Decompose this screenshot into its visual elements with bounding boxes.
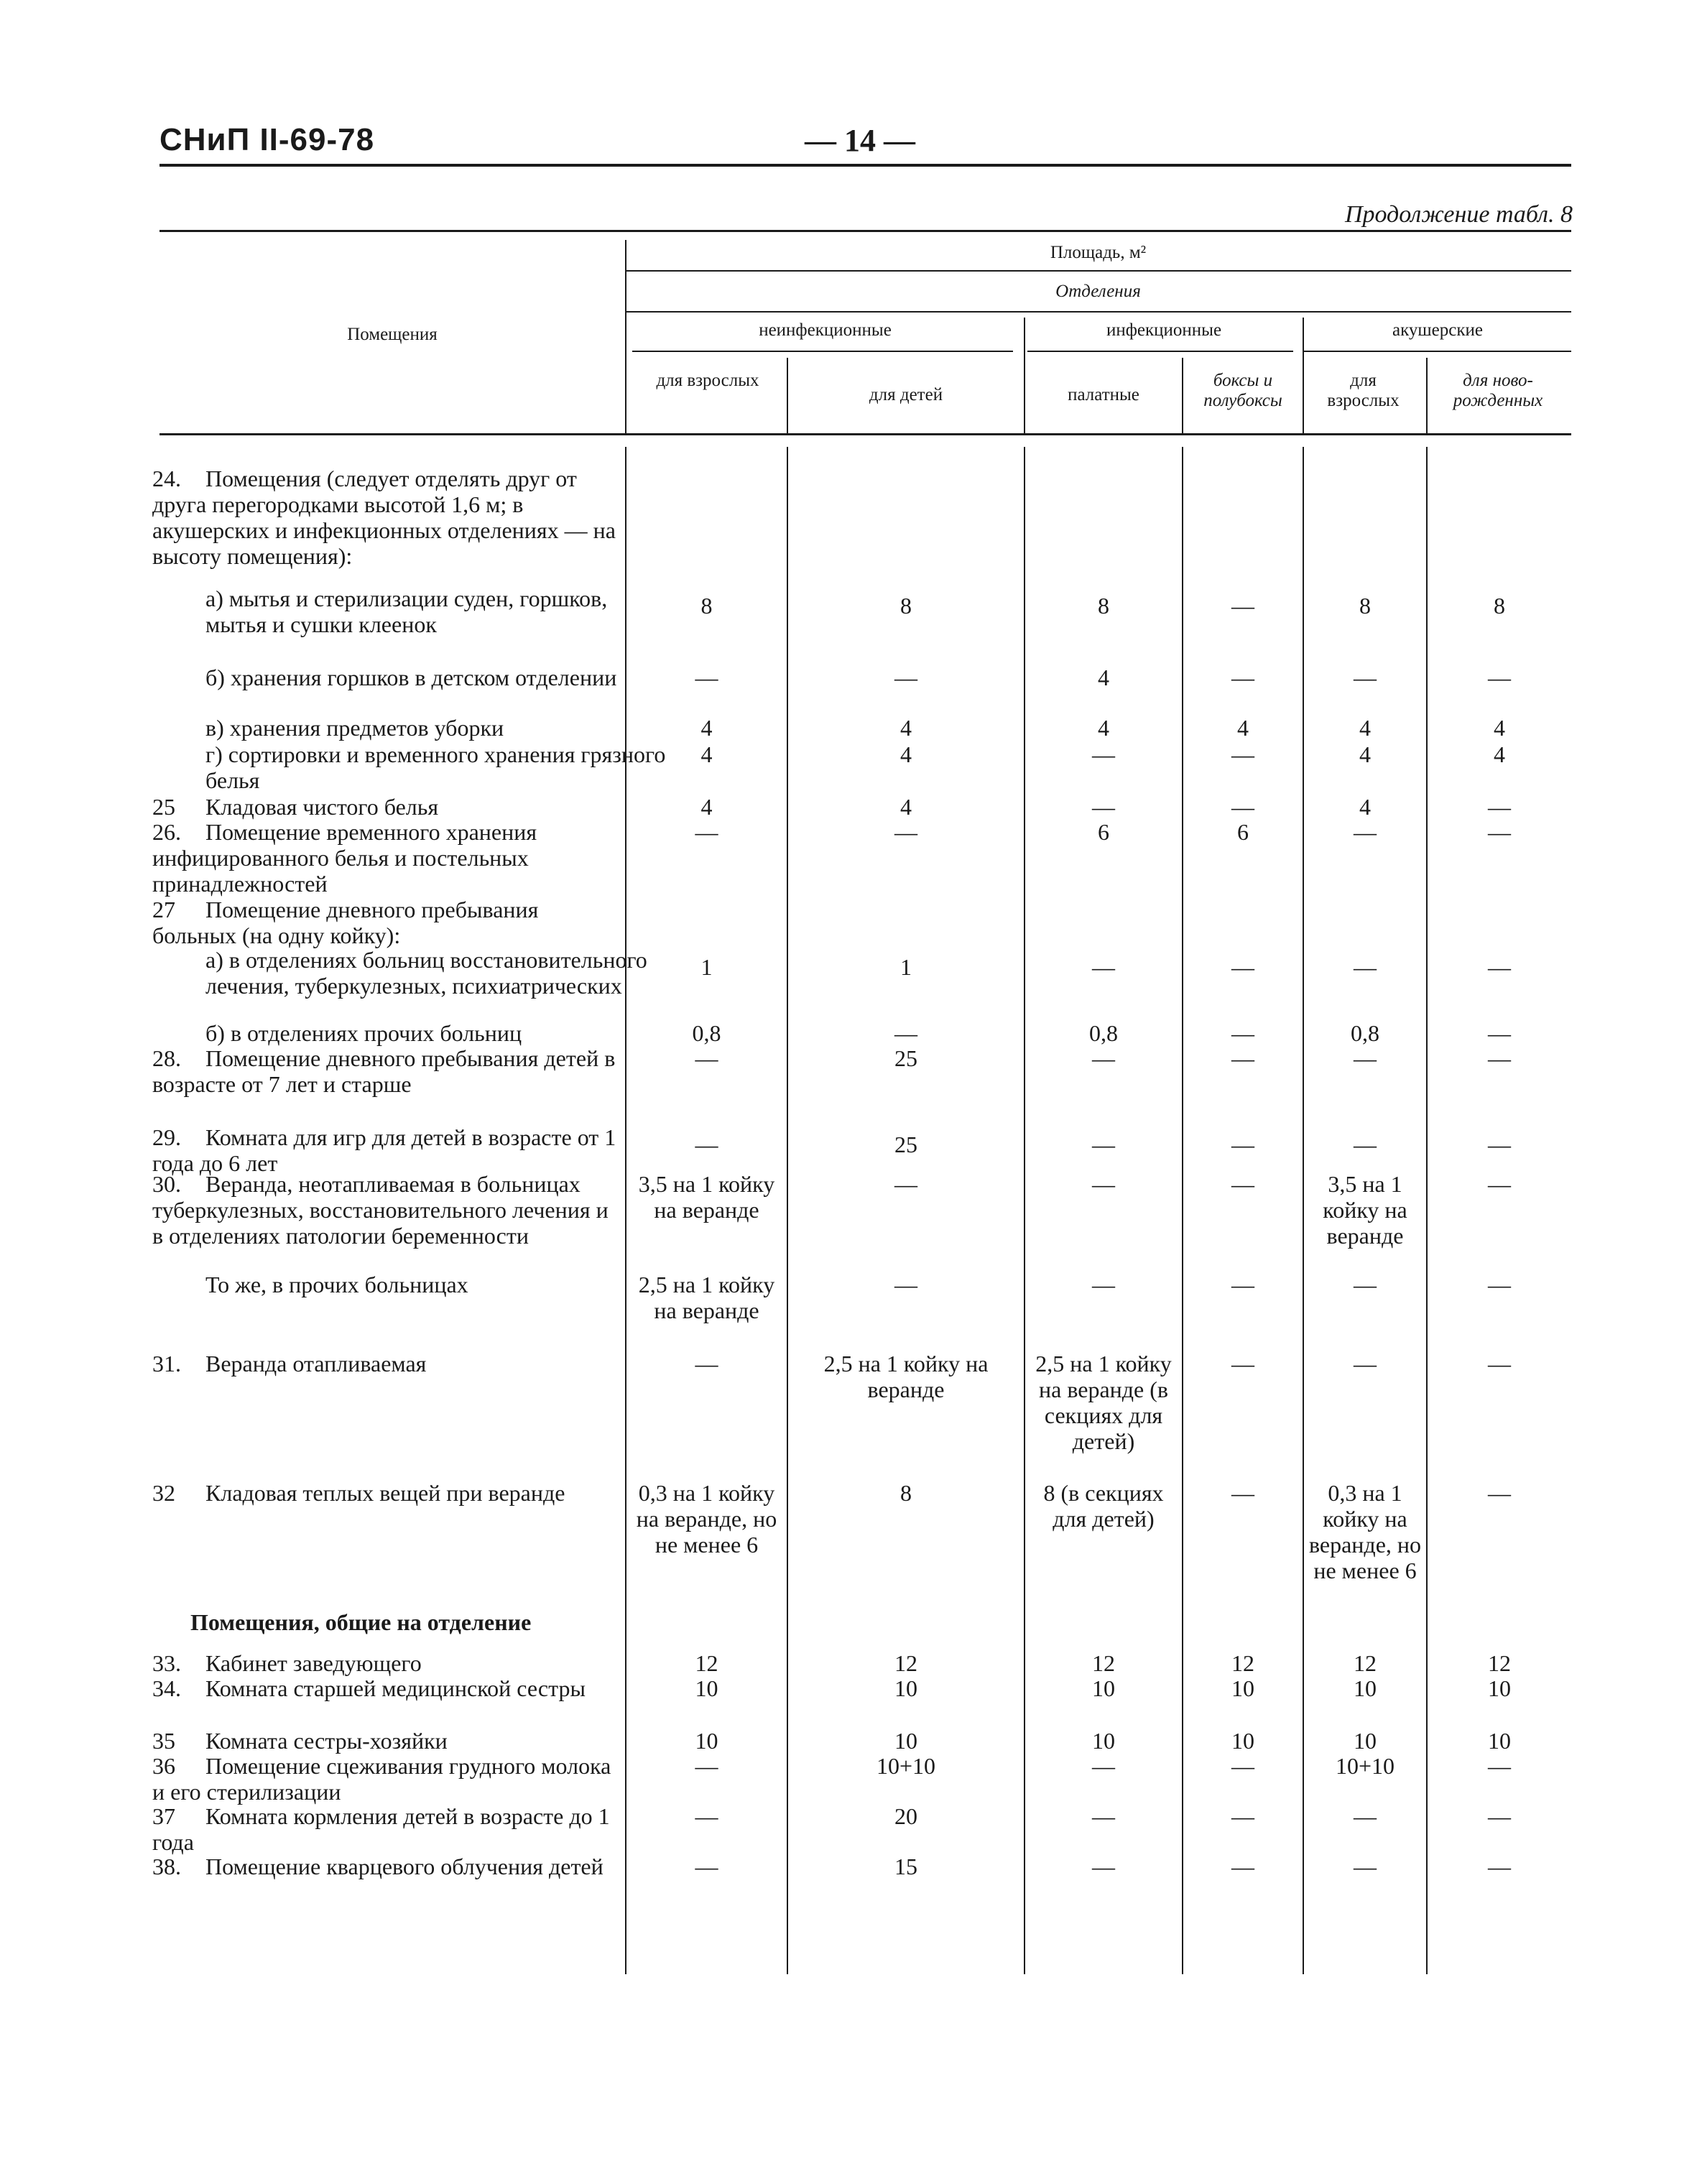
- table-cell: 2,5 на 1 койку на веранде (в секциях для детей): [1035, 1351, 1172, 1454]
- table-cell: —: [1488, 1854, 1511, 1879]
- table-cell: —: [1092, 1272, 1115, 1297]
- row-text: Помещение кварцевого облучения детей: [205, 1854, 603, 1879]
- table-cell: 15: [894, 1854, 917, 1879]
- table-cell: 2,5 на 1 койку на веранде: [823, 1351, 989, 1402]
- row-number: 35: [152, 1728, 175, 1754]
- table-cell: —: [894, 819, 917, 845]
- head-group-noninfectious: неинфекционные: [759, 320, 892, 340]
- table-cell: —: [1488, 1803, 1511, 1829]
- table-cell: —: [1231, 1045, 1254, 1071]
- table-cell: —: [1354, 665, 1377, 690]
- table-cell: —: [695, 1132, 718, 1157]
- table-cell: 2,5 на 1 койку на веранде: [638, 1272, 775, 1323]
- table-cell: —: [1231, 1272, 1254, 1297]
- row-number: 37: [152, 1803, 175, 1829]
- table-cell: —: [1354, 1132, 1377, 1157]
- table-cell: 4: [900, 794, 912, 820]
- row-label: [152, 741, 672, 793]
- table-cell: 25: [894, 1132, 917, 1157]
- row-label: [152, 715, 672, 741]
- table-cell: —: [894, 1171, 917, 1197]
- row-label: [152, 665, 672, 690]
- table-cell: 10: [695, 1728, 718, 1754]
- head-departments: Отделения: [1055, 282, 1141, 301]
- row-text: Помещение временного хранения инфицированного белья и постельных принадлежностей: [152, 819, 537, 897]
- table-cell: 4: [900, 715, 912, 741]
- head-col-boxes: боксы и полубоксы: [1203, 371, 1282, 410]
- table-top-rule: [159, 230, 1571, 232]
- row-text: б) хранения горшков в детском отделении: [205, 665, 617, 690]
- table-cell: 12: [894, 1650, 917, 1676]
- row-label: [152, 1272, 672, 1297]
- table-cell: —: [1092, 954, 1115, 980]
- table-cell: —: [1488, 1045, 1511, 1071]
- table-cell: —: [1231, 1753, 1254, 1779]
- row-label: [152, 1351, 619, 1376]
- row-label: [152, 1753, 619, 1805]
- table-cell: —: [1231, 1803, 1254, 1829]
- table-cell: —: [1092, 1854, 1115, 1879]
- section-heading-common: Помещения, общие на отделение: [190, 1609, 532, 1635]
- table-cell: 10+10: [1335, 1753, 1395, 1779]
- row-text: г) сортировки и временного хранения грязного белья: [205, 741, 666, 793]
- table-cell: —: [1354, 1272, 1377, 1297]
- row-text: Комната для игр для детей в возрасте от 1 года до 6 лет: [152, 1124, 616, 1176]
- head-bottom-rule: [159, 433, 1571, 435]
- table-cell: 1: [900, 954, 912, 980]
- table-cell: —: [695, 1854, 718, 1879]
- table-cell: 10: [1231, 1728, 1254, 1754]
- head-rule-groups-3: [1304, 351, 1571, 352]
- row-number: 34.: [152, 1675, 181, 1701]
- table-cell: 25: [894, 1045, 917, 1071]
- table-cell: —: [1231, 593, 1254, 619]
- head-rule-departments: [625, 311, 1571, 313]
- head-rule-groups-1: [632, 351, 1013, 352]
- table-cell: —: [695, 1351, 718, 1376]
- table-cell: 4: [700, 794, 713, 820]
- head-col-children: для детей: [869, 385, 943, 404]
- table-cell: —: [1488, 1272, 1511, 1297]
- table-cell: —: [1092, 1045, 1115, 1071]
- table-cell: 8: [700, 593, 713, 619]
- row-text: Кладовая чистого белья: [205, 794, 439, 820]
- row-label: [152, 1020, 672, 1046]
- row-label: [152, 794, 619, 820]
- row-number: 24.: [152, 466, 181, 491]
- row-label: [152, 1675, 619, 1701]
- table-cell: 10: [695, 1675, 718, 1701]
- table-cell: —: [1231, 1020, 1254, 1046]
- table-cell: 8: [1359, 593, 1371, 619]
- table-cell: 10: [1092, 1728, 1115, 1754]
- row-text: Комната кормления детей в возрасте до 1 года: [152, 1803, 610, 1855]
- row-label: [152, 897, 619, 948]
- table-cell: —: [695, 665, 718, 690]
- row-number: 28.: [152, 1045, 181, 1071]
- table-cell: —: [1354, 1803, 1377, 1829]
- header-rule: [159, 164, 1571, 167]
- table-cell: —: [695, 1045, 718, 1071]
- head-area: Площадь, м²: [1050, 243, 1147, 262]
- table-cell: 0,8: [1351, 1020, 1379, 1046]
- table-cell: 10: [1488, 1728, 1511, 1754]
- table-cell: —: [1231, 1480, 1254, 1506]
- table-cell: —: [1231, 954, 1254, 980]
- row-text: а) мытья и стерилизации суден, горшков, мытья и сушки клеенок: [205, 586, 608, 637]
- table-cell: —: [1354, 954, 1377, 980]
- row-label: [152, 1728, 619, 1754]
- table-cell: 12: [1488, 1650, 1511, 1676]
- table-cell: 10+10: [876, 1753, 936, 1779]
- row-text: Помещения (следует отделять друг от друга перегородками высотой 1,6 м; в акушерских и инфекционных отделениях — на высоту помещения):: [152, 466, 616, 569]
- row-text: б) в отделениях прочих больниц: [205, 1020, 522, 1046]
- row-label: [152, 1803, 619, 1855]
- row-text: Помещение дневного пребывания больных (на одну койку):: [152, 897, 539, 948]
- table-cell: —: [1092, 794, 1115, 820]
- table-cell: —: [894, 1272, 917, 1297]
- head-col-adults: для взрослых: [656, 371, 759, 390]
- head-vline-4: [1182, 358, 1183, 434]
- table-cell: 10: [894, 1728, 917, 1754]
- row-label: [152, 819, 619, 897]
- row-number: 38.: [152, 1854, 181, 1879]
- table-cell: 12: [1092, 1650, 1115, 1676]
- table-cell: 4: [900, 741, 912, 767]
- head-rule-groups-2: [1027, 351, 1293, 352]
- row-number: 29.: [152, 1124, 181, 1150]
- row-number: 25: [152, 794, 175, 820]
- table-cell: —: [1092, 1803, 1115, 1829]
- row-text: в) хранения предметов уборки: [205, 715, 504, 741]
- table-cell: —: [1488, 954, 1511, 980]
- head-col-ward: палатные: [1068, 385, 1139, 404]
- table-cell: 4: [1098, 665, 1109, 690]
- row-number: 30.: [152, 1171, 181, 1197]
- row-text: Помещение дневного пребывания детей в возрасте от 7 лет и старше: [152, 1045, 616, 1097]
- table-cell: —: [1488, 819, 1511, 845]
- table-cell: —: [1488, 1351, 1511, 1376]
- table-cell: 20: [894, 1803, 917, 1829]
- table-cell: 0,3 на 1 койку на веранде, но не менее 6: [1308, 1480, 1422, 1583]
- table-cell: 4: [1494, 715, 1505, 741]
- row-number: 26.: [152, 819, 181, 845]
- head-group-obstetric: акушерские: [1392, 320, 1483, 340]
- table-cell: —: [1488, 1171, 1511, 1197]
- head-vline-6: [1426, 358, 1428, 434]
- row-text: Комната сестры-хозяйки: [205, 1728, 448, 1754]
- table-cell: 6: [1237, 819, 1249, 845]
- table-cell: 10: [1092, 1675, 1115, 1701]
- table-cell: —: [695, 819, 718, 845]
- table-cell: —: [1488, 1020, 1511, 1046]
- table-cell: 4: [1359, 794, 1371, 820]
- row-number: 31.: [152, 1351, 181, 1376]
- table-cell: 4: [700, 715, 713, 741]
- table-cell: —: [1092, 741, 1115, 767]
- table-cell: 10: [1354, 1675, 1377, 1701]
- table-cell: —: [1231, 1171, 1254, 1197]
- table-cell: 0,8: [1089, 1020, 1118, 1046]
- row-number: 32: [152, 1480, 175, 1506]
- row-label: [152, 466, 619, 569]
- table-cell: 10: [1354, 1728, 1377, 1754]
- table-cell: —: [894, 1020, 917, 1046]
- table-cell: 8: [1098, 593, 1109, 619]
- table-cell: 12: [695, 1650, 718, 1676]
- row-text: Помещение сцеживания грудного молока и его стерилизации: [152, 1753, 611, 1805]
- row-text: То же, в прочих больницах: [205, 1272, 468, 1297]
- table-cell: 1: [700, 954, 713, 980]
- row-text: Кабинет заведующего: [205, 1650, 422, 1676]
- table-cell: 4: [1359, 741, 1371, 767]
- table-cell: 4: [1359, 715, 1371, 741]
- head-col-obst-adults: для взрослых: [1327, 371, 1400, 410]
- row-number: 36: [152, 1753, 175, 1779]
- table-cell: 4: [1494, 741, 1505, 767]
- table-cell: 12: [1354, 1650, 1377, 1676]
- table-cell: —: [1354, 1045, 1377, 1071]
- table-cell: 8: [1494, 593, 1505, 619]
- table-cell: —: [1092, 1171, 1115, 1197]
- row-label: [152, 1124, 619, 1176]
- table-cell: —: [1092, 1132, 1115, 1157]
- row-label: [152, 1480, 619, 1506]
- table-cell: 0,8: [692, 1020, 721, 1046]
- table-cell: —: [1488, 1753, 1511, 1779]
- table-cell: —: [1092, 1753, 1115, 1779]
- table-cell: —: [1231, 1132, 1254, 1157]
- table-cell: —: [695, 1753, 718, 1779]
- table-cell: —: [1354, 819, 1377, 845]
- table-cell: —: [1231, 665, 1254, 690]
- page-number: — 14 —: [805, 123, 915, 158]
- table-cell: —: [1488, 1480, 1511, 1506]
- table-cell: 3,5 на 1 койку на веранде: [1323, 1171, 1407, 1249]
- table-cell: 4: [700, 741, 713, 767]
- document-code: СНиП II-69-78: [159, 122, 375, 157]
- table-cell: —: [1231, 1351, 1254, 1376]
- row-label: [152, 947, 672, 999]
- head-col-newborns: для ново-рожденных: [1453, 371, 1543, 410]
- table-cell: 8: [900, 1480, 912, 1506]
- table-cell: —: [1354, 1351, 1377, 1376]
- table-cell: 0,3 на 1 койку на веранде, но не менее 6: [636, 1480, 777, 1558]
- table-cell: —: [1488, 665, 1511, 690]
- row-text: Кладовая теплых вещей при веранде: [205, 1480, 565, 1506]
- table-cell: 10: [1488, 1675, 1511, 1701]
- row-number: 27: [152, 897, 175, 922]
- table-cell: 6: [1098, 819, 1109, 845]
- table-cell: 10: [894, 1675, 917, 1701]
- table-cell: —: [1231, 741, 1254, 767]
- table-cell: 3,5 на 1 койку на веранде: [638, 1171, 775, 1223]
- table-cell: —: [1231, 794, 1254, 820]
- table-cell: 12: [1231, 1650, 1254, 1676]
- head-rule-area: [625, 270, 1571, 272]
- table-cell: —: [695, 1803, 718, 1829]
- table-cell: 4: [1237, 715, 1249, 741]
- table-cell: —: [1354, 1854, 1377, 1879]
- table-cell: 8 (в секциях для детей): [1043, 1480, 1164, 1532]
- row-label: [152, 586, 672, 637]
- row-label: [152, 1854, 619, 1879]
- head-rooms: Помещения: [347, 325, 438, 344]
- row-label: [152, 1045, 619, 1097]
- table-cell: —: [1488, 1132, 1511, 1157]
- row-text: Веранда, неотапливаемая в больницах туберкулезных, восстановительного лечения и в отделениях патологии беременности: [152, 1171, 609, 1249]
- row-text: Комната старшей медицинской сестры: [205, 1675, 586, 1701]
- row-number: 33.: [152, 1650, 181, 1676]
- table-cell: 8: [900, 593, 912, 619]
- table-cell: —: [894, 665, 917, 690]
- row-label: [152, 1171, 619, 1249]
- table-cell: 4: [1098, 715, 1109, 741]
- table-cell: —: [1488, 794, 1511, 820]
- table-cell: —: [1231, 1854, 1254, 1879]
- table-cell: 10: [1231, 1675, 1254, 1701]
- table-continuation: Продолжение табл. 8: [1344, 201, 1573, 228]
- row-text: а) в отделениях больниц восстановительного лечения, туберкулезных, психиатрических: [205, 947, 647, 999]
- row-label: [152, 1650, 619, 1676]
- head-group-infectious: инфекционные: [1106, 320, 1222, 340]
- row-text: Веранда отапливаемая: [205, 1351, 427, 1376]
